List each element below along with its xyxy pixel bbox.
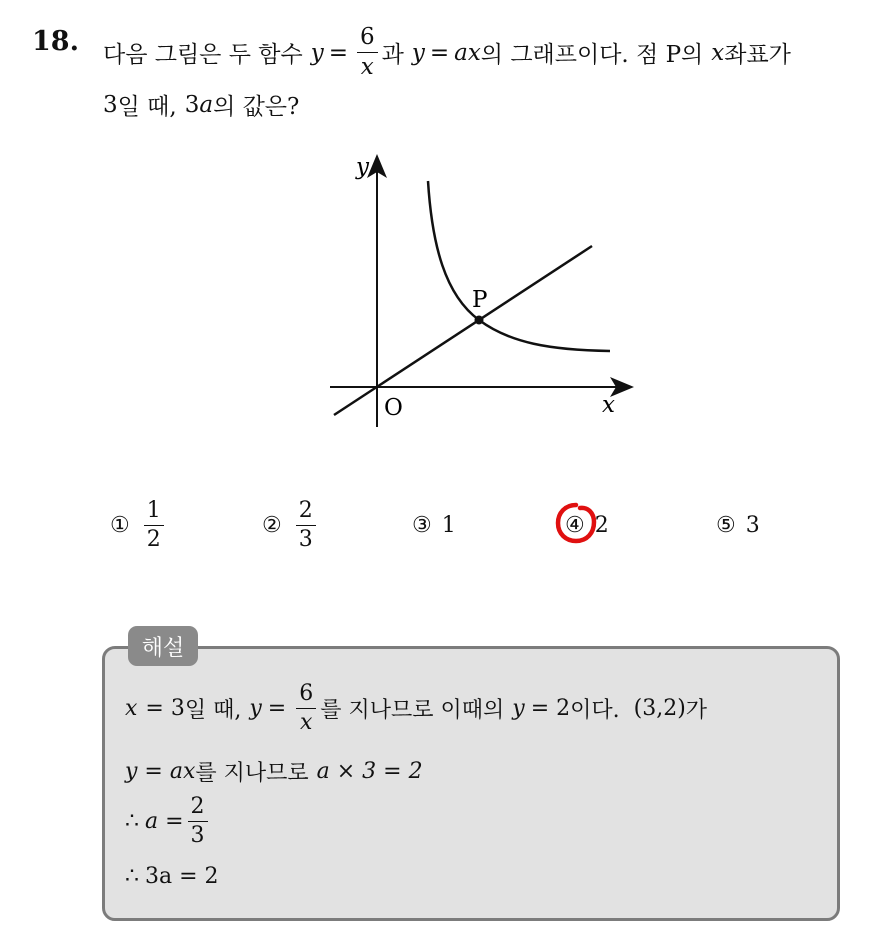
- point-coords: (3,2): [633, 696, 686, 721]
- fraction-2-over-3: [188, 796, 208, 847]
- choice-1[interactable]: [110, 500, 168, 551]
- equals: =: [429, 39, 450, 66]
- question-line-1: [103, 26, 791, 79]
- question-text: 좌표가: [724, 42, 791, 68]
- therefore-symbol: ∴: [125, 864, 139, 889]
- frac-numerator: 2: [188, 796, 208, 822]
- choice-value: 2: [594, 513, 609, 538]
- expr-3a-eq-2: 3a = 2: [145, 864, 219, 889]
- solution-text: 를 지나므로 이때의: [320, 698, 505, 723]
- eq-text: = 2: [530, 696, 571, 721]
- point-p-label: P: [472, 287, 488, 313]
- question-text: 다음 그림은 두 함수: [103, 42, 303, 68]
- eq-text: = 3: [145, 696, 185, 721]
- frac-denominator: x: [300, 710, 313, 735]
- solution-text: 일 때,: [184, 698, 242, 723]
- solution-text: 를 지나므로: [195, 761, 309, 786]
- question-text: 일 때,: [117, 94, 177, 120]
- question-text: 과: [381, 42, 404, 68]
- solution-line-2: [125, 756, 423, 787]
- function-graph: [320, 150, 640, 435]
- frac-numerator: 2: [296, 500, 316, 526]
- choice-marker: ⑤: [716, 513, 736, 538]
- frac-numerator: 6: [296, 683, 316, 709]
- solution-tab: 해설: [128, 626, 198, 666]
- var-y: y: [512, 696, 525, 721]
- var-y: y: [310, 39, 324, 66]
- origin-label: O: [384, 395, 403, 421]
- frac-denominator: 3: [190, 823, 205, 848]
- var-y: y: [411, 39, 425, 66]
- question-text: 의 값은?: [213, 94, 300, 120]
- choice-2[interactable]: [262, 500, 320, 551]
- solution-text: 가: [685, 698, 708, 723]
- choice-value: 3: [745, 513, 760, 538]
- choice-marker: ①: [110, 513, 130, 538]
- solution-line-4: [125, 864, 219, 889]
- question-line-2: [103, 88, 299, 121]
- hyperbola-6-over-x: [428, 181, 610, 351]
- choice-5[interactable]: [716, 513, 760, 538]
- expr-a-eq: a =: [145, 809, 184, 834]
- choice-marker: ②: [262, 513, 282, 538]
- number-3: 3: [103, 91, 118, 118]
- fraction-6-over-x: [296, 683, 316, 734]
- var-y: y: [249, 696, 262, 721]
- question-text: 의 그래프이다. 점 P의: [480, 42, 704, 68]
- choice-marker: ④: [565, 513, 585, 538]
- expr-ax: ax: [454, 39, 481, 66]
- solution-text: 이다.: [570, 698, 620, 723]
- choice-3[interactable]: [412, 513, 456, 538]
- var-x: x: [125, 696, 138, 721]
- frac-denominator: 3: [298, 527, 313, 552]
- y-axis-label: y: [356, 154, 369, 180]
- var-a: a: [199, 91, 214, 118]
- frac-numerator: 6: [357, 26, 378, 53]
- therefore-symbol: ∴: [125, 809, 139, 834]
- line-y-ax: [334, 246, 592, 415]
- point-p: [475, 316, 484, 325]
- expr-a-times-3: a × 3 = 2: [316, 759, 423, 784]
- question-number: 18.: [32, 26, 79, 57]
- frac-denominator: x: [360, 54, 374, 80]
- choice-fraction: [296, 500, 316, 551]
- frac-denominator: 2: [146, 527, 161, 552]
- choice-value: 1: [441, 513, 456, 538]
- expr-y-ax: y = ax: [125, 759, 196, 784]
- choice-fraction: [144, 500, 164, 551]
- fraction-6-over-x: [357, 26, 378, 79]
- choice-marker: ③: [412, 513, 432, 538]
- equals: =: [328, 39, 348, 66]
- solution-line-1: [125, 683, 707, 734]
- solution-line-3: [125, 796, 212, 847]
- answer-circle-mark-icon: [553, 500, 599, 546]
- var-x: x: [711, 39, 725, 66]
- frac-numerator: 1: [144, 500, 164, 526]
- number-3: 3: [184, 91, 200, 118]
- equals: =: [267, 696, 287, 721]
- x-axis-label: x: [602, 392, 615, 418]
